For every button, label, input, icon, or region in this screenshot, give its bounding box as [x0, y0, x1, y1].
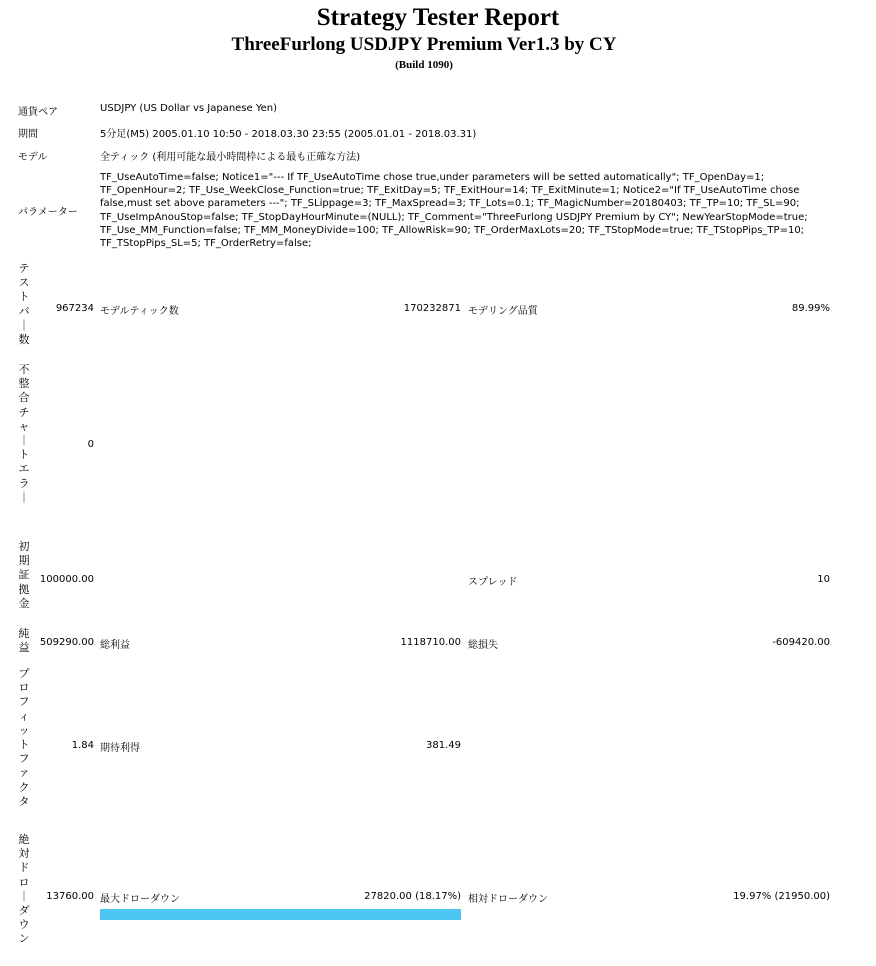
drawdown-bar — [100, 909, 461, 920]
abs-drawdown-label: 絶 対 ド ロ ｜ ダ ウ ン — [18, 833, 30, 946]
parameters-label: パラメーター — [18, 207, 78, 218]
mismatch-value: 0 — [87, 439, 94, 450]
model-value: 全ティック (利用可能な最小時間枠による最も正確な方法) — [100, 152, 361, 163]
profit-factor-value: 1.84 — [71, 740, 94, 751]
initial-deposit-label: 初 期 証 拠 金 — [18, 540, 30, 610]
expected-payoff-value: 381.49 — [426, 740, 461, 751]
spread-label: スプレッド — [468, 577, 518, 588]
build-number: (Build 1090) — [395, 59, 453, 71]
gross-profit-value: 1118710.00 — [400, 637, 461, 648]
profit-factor-label: プ ロ フ ィ ッ ト フ ァ ク タ — [18, 667, 30, 808]
max-drawdown-label: 最大ドローダウン — [100, 894, 180, 905]
initial-deposit-value: 100000.00 — [39, 574, 94, 585]
test-bars-label: テ ス ト バ ｜ 数 — [18, 262, 30, 347]
gross-loss-label: 総損失 — [468, 640, 498, 651]
rel-drawdown-label: 相対ドローダウン — [468, 894, 548, 905]
abs-drawdown-value: 13760.00 — [46, 891, 94, 902]
net-profit-label: 純 益 — [18, 627, 30, 655]
max-drawdown-value: 27820.00 (18.17%) — [364, 891, 461, 902]
test-bars-value: 967234 — [55, 303, 94, 314]
net-profit-value: 509290.00 — [39, 637, 94, 648]
gross-profit-label: 総利益 — [100, 640, 130, 651]
spread-value: 10 — [817, 574, 830, 585]
rel-drawdown-value: 19.97% (21950.00) — [733, 891, 830, 902]
model-quality-value: 89.99% — [791, 303, 830, 314]
period-label: 期間 — [18, 129, 38, 140]
pair-value: USDJPY (US Dollar vs Japanese Yen) — [100, 103, 278, 114]
model-label: モデル — [18, 152, 48, 163]
model-quality-label: モデリング品質 — [468, 306, 538, 317]
mismatch-label: 不 整 合 チ ャ ｜ ト エ ラ ｜ — [18, 363, 30, 504]
parameters-value: TF_UseAutoTime=false; Notice1="--- If TF_UseAutoTime chose true,under parameters will be setted automatically"; TF_OpenDay=1; TF_OpenHour=2; TF_Use_WeekClose_Function=true; TF_ExitDay=5; TF_ExitHour=14; TF_ExitMinute=1; Notice2="If TF_UseAutoTime chose false,must set above parameters ---"; TF_SLippage=3; TF_MaxSpread=3; TF_Lots=0.1; TF_MagicNumber=20180403; TF_TP=10; TF_SL=90; TF_UseImpAnouStop=false; TF_StopDayHourMinute=(NULL); TF_Comment="ThreeFurlong USDJPY Premium by CY"; NewYearStopMode=true; TF_Use_MM_Function=false; TF_MM_MoneyDivide=100; TF_AllowRisk=90; TF_OrderMaxLots=20; TF_TStopMode=true; TF_TStopPips_TP=10; TF_TStopPips_SL=5; TF_OrderRetry=false; — [100, 172, 808, 250]
model-ticks-value: 170232871 — [403, 303, 461, 314]
report-title: Strategy Tester Report — [316, 4, 560, 31]
model-ticks-label: モデルティック数 — [100, 306, 179, 317]
pair-label: 通貨ペア — [18, 107, 58, 118]
gross-loss-value: -609420.00 — [772, 637, 830, 648]
period-value: 5分足(M5) 2005.01.10 10:50 - 2018.03.30 23:55 (2005.01.01 - 2018.03.31) — [100, 129, 477, 140]
expected-payoff-label: 期待利得 — [100, 743, 140, 754]
report-subtitle: ThreeFurlong USDJPY Premium Ver1.3 by CY — [231, 34, 617, 55]
